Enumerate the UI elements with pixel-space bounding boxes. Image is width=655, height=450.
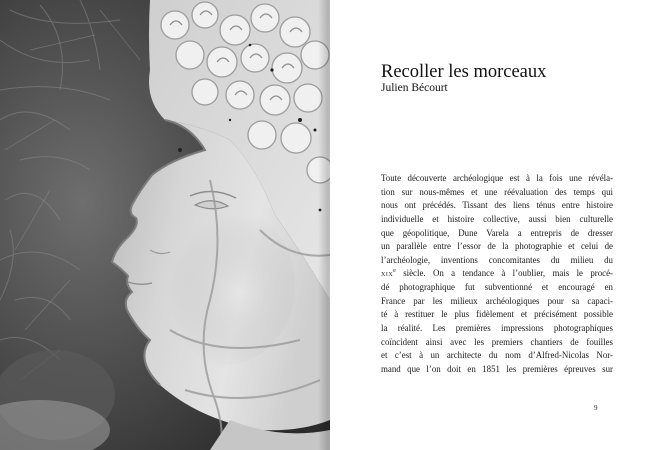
body-line: et c’est à un architecte du nom d’Alfred-Nicolas Nor- xyxy=(381,350,613,361)
body-line-century xyxy=(381,267,613,281)
century-numeral: xix xyxy=(381,268,394,279)
body-line: Toute découverte archéologique est à la fois une révéla- xyxy=(381,173,613,183)
body-line: l’archéologie, inventions concomitantes du milieu du xyxy=(381,254,613,265)
body-line: dé photographique fut subventionné et encouragé en xyxy=(381,282,613,293)
body-line: tion sur nous-mêmes et une réévaluation des temps qui xyxy=(381,186,613,197)
text-page xyxy=(330,0,655,450)
body-line: un parallèle entre l’essor de la photographie et celui de xyxy=(381,241,613,252)
body-line: la réalité. Les premières impressions photographiques xyxy=(381,323,613,334)
body-line: mand que l’on doit en 1851 les premières épreuves sur xyxy=(381,363,613,374)
body-line: individuelle et histoire collective, aussi bien culturelle xyxy=(381,213,613,224)
body-line: té à restituer le plus fidèlement et précisément possible xyxy=(381,309,613,320)
body-line: nous ont précédés. Tissant des liens ténus entre histoire xyxy=(381,200,613,211)
page-number: 9 xyxy=(594,404,598,412)
article-body xyxy=(381,172,613,377)
body-line: siècle. On a tendance à l’oublier, mais le procé- xyxy=(403,268,613,279)
body-line: France par les milieux archéologiques pour sa capaci- xyxy=(381,295,613,306)
century-suffix: e xyxy=(393,268,396,275)
article-author: Julien Bécourt xyxy=(381,82,448,94)
body-line: que géopolitique, Dune Varela a entrepris de dresser xyxy=(381,227,613,238)
body-line: coïncident ainsi avec les premiers chantiers de fouilles xyxy=(381,336,613,347)
article-title: Recoller les morceaux xyxy=(381,62,547,82)
